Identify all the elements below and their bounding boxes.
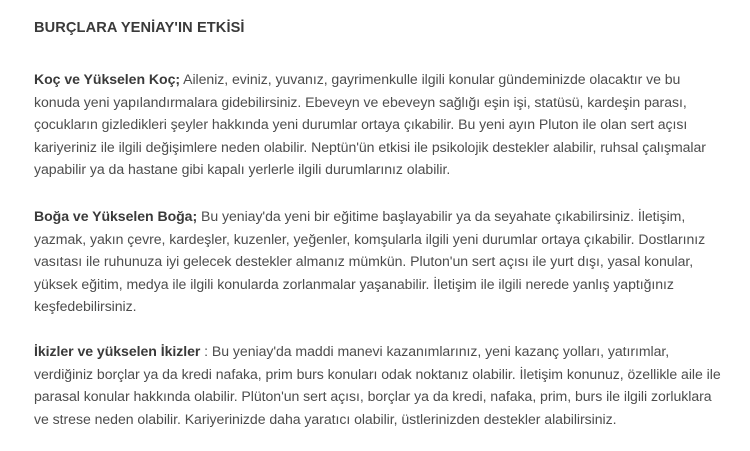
section-boga	[34, 205, 724, 318]
section-ikizler	[34, 340, 724, 430]
section-koc	[34, 68, 724, 181]
article-heading: BURÇLARA YENİAY'IN ETKİSİ	[34, 20, 245, 36]
section-text: : Bu yeniay'da maddi manevi kazanımlarınız, yeni kazanç yolları, yatırımlar, verdiğiniz borçlar ya da kredi nafaka, prim burs konuları odak noktanız olabilir. İletişim konunuz, özellikle aile ile parasal konular hakkında olabilir. Plüton'un sert açısı, borçlar ya da kredi, nafaka, prim, burs ile ilgili zorluklara ve strese neden olabilir. Kariyerinizde daha yaratıcı olabilir, üstlerinizden destekler alabilirsiniz.	[34, 343, 721, 427]
section-lead: Koç ve Yükselen Koç;	[34, 71, 181, 87]
section-lead: İkizler ve yükselen İkizler	[34, 343, 201, 359]
section-lead: Boğa ve Yükselen Boğa;	[34, 208, 198, 224]
section-text: Aileniz, eviniz, yuvanız, gayrimenkulle ilgili konular gündeminizde olacaktır ve bu konuda yeni yapılandırmalara gidebilirsiniz. Ebeveyn ve ebeveyn sağlığı eşin işi, statüsü, kardeşin parası, çocukların gizledikleri şeyler hakkında yeni durumlar ortaya çıkabilir. Bu yeni ayın Pluton ile olan sert açısı kariyeriniz ile ilgili değişimlere neden olabilir. Neptün'ün etkisi ile psikolojik destekler alabilir, ruhsal çalışmalar yapabilir ya da hastane gibi kapalı yerlerle ilgili durumlarınız olabilir.	[34, 71, 706, 177]
section-text: Bu yeniay'da yeni bir eğitime başlayabilir ya da seyahate çıkabilirsiniz. İletişim, yazmak, yakın çevre, kardeşler, kuzenler, yeğenler, komşularla ilgili yeni durumlar ortaya çıkabilir. Dostlarınız vasıtası ile ruhunuza iyi gelecek destekler almanız mümkün. Pluton'un sert açısı ile yurt dışı, yasal konular, yüksek eğitim, medya ile ilgili konularda zorlanmalar yaşanabilir. İletişim ile ilgili nerede yanlış yaptığınız keşfedebilirsiniz.	[34, 208, 706, 314]
